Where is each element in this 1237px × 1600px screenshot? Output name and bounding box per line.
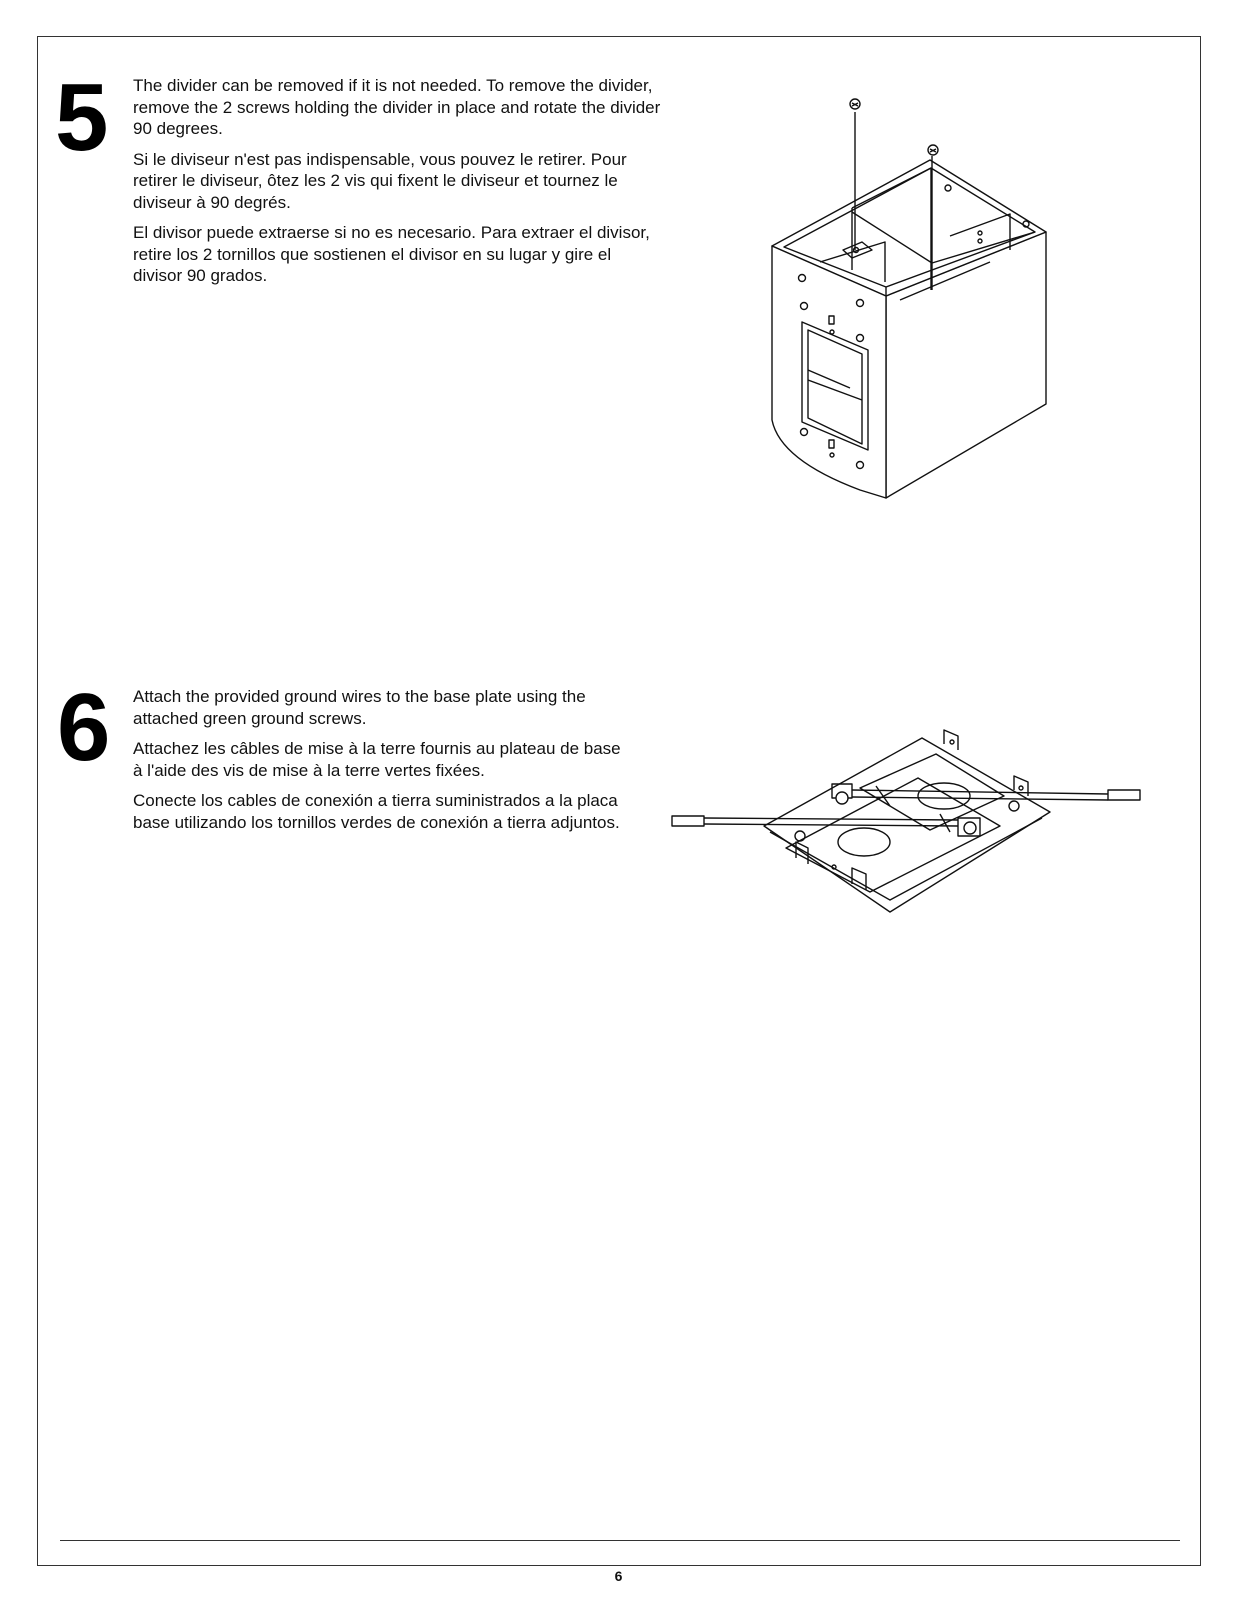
step-5-instructions (133, 75, 663, 296)
step-6-text-fr: Attachez les câbles de mise à la terre fournis au plateau de base à l'aide des vis de mise à la terre vertes fixées. (133, 739, 621, 780)
step-6-instructions (133, 686, 623, 842)
step-5-text-es: El divisor puede extraerse si no es necesario. Para extraer el divisor, retire los 2 tornillos que sostienen el divisor en su lugar y gire el divisor 90 grados. (133, 223, 650, 285)
footer-rule (60, 1540, 1180, 1541)
step-6-number: 6 (57, 674, 109, 781)
step-6-text-es: Conecte los cables de conexión a tierra suministrados a la placa base utilizando los tornillos verdes de conexión a tierra adjuntos. (133, 791, 620, 832)
step-5-text-en: The divider can be removed if it is not needed. To remove the divider, remove the 2 screws holding the divider in place and rotate the divider 90 degrees. (133, 76, 661, 138)
page-number: 6 (614, 1568, 623, 1584)
base-plate-ground-wires-illustration (670, 730, 1150, 930)
step-6-text-en: Attach the provided ground wires to the base plate using the attached green ground screws. (133, 687, 586, 728)
divider-box-illustration (760, 90, 1060, 510)
step-5-text-fr: Si le diviseur n'est pas indispensable, vous pouvez le retirer. Pour retirer le diviseur, ôtez les 2 vis qui fixent le diviseur et tournez le diviseur à 90 degrés. (133, 149, 627, 212)
step-5-number: 5 (55, 64, 107, 171)
